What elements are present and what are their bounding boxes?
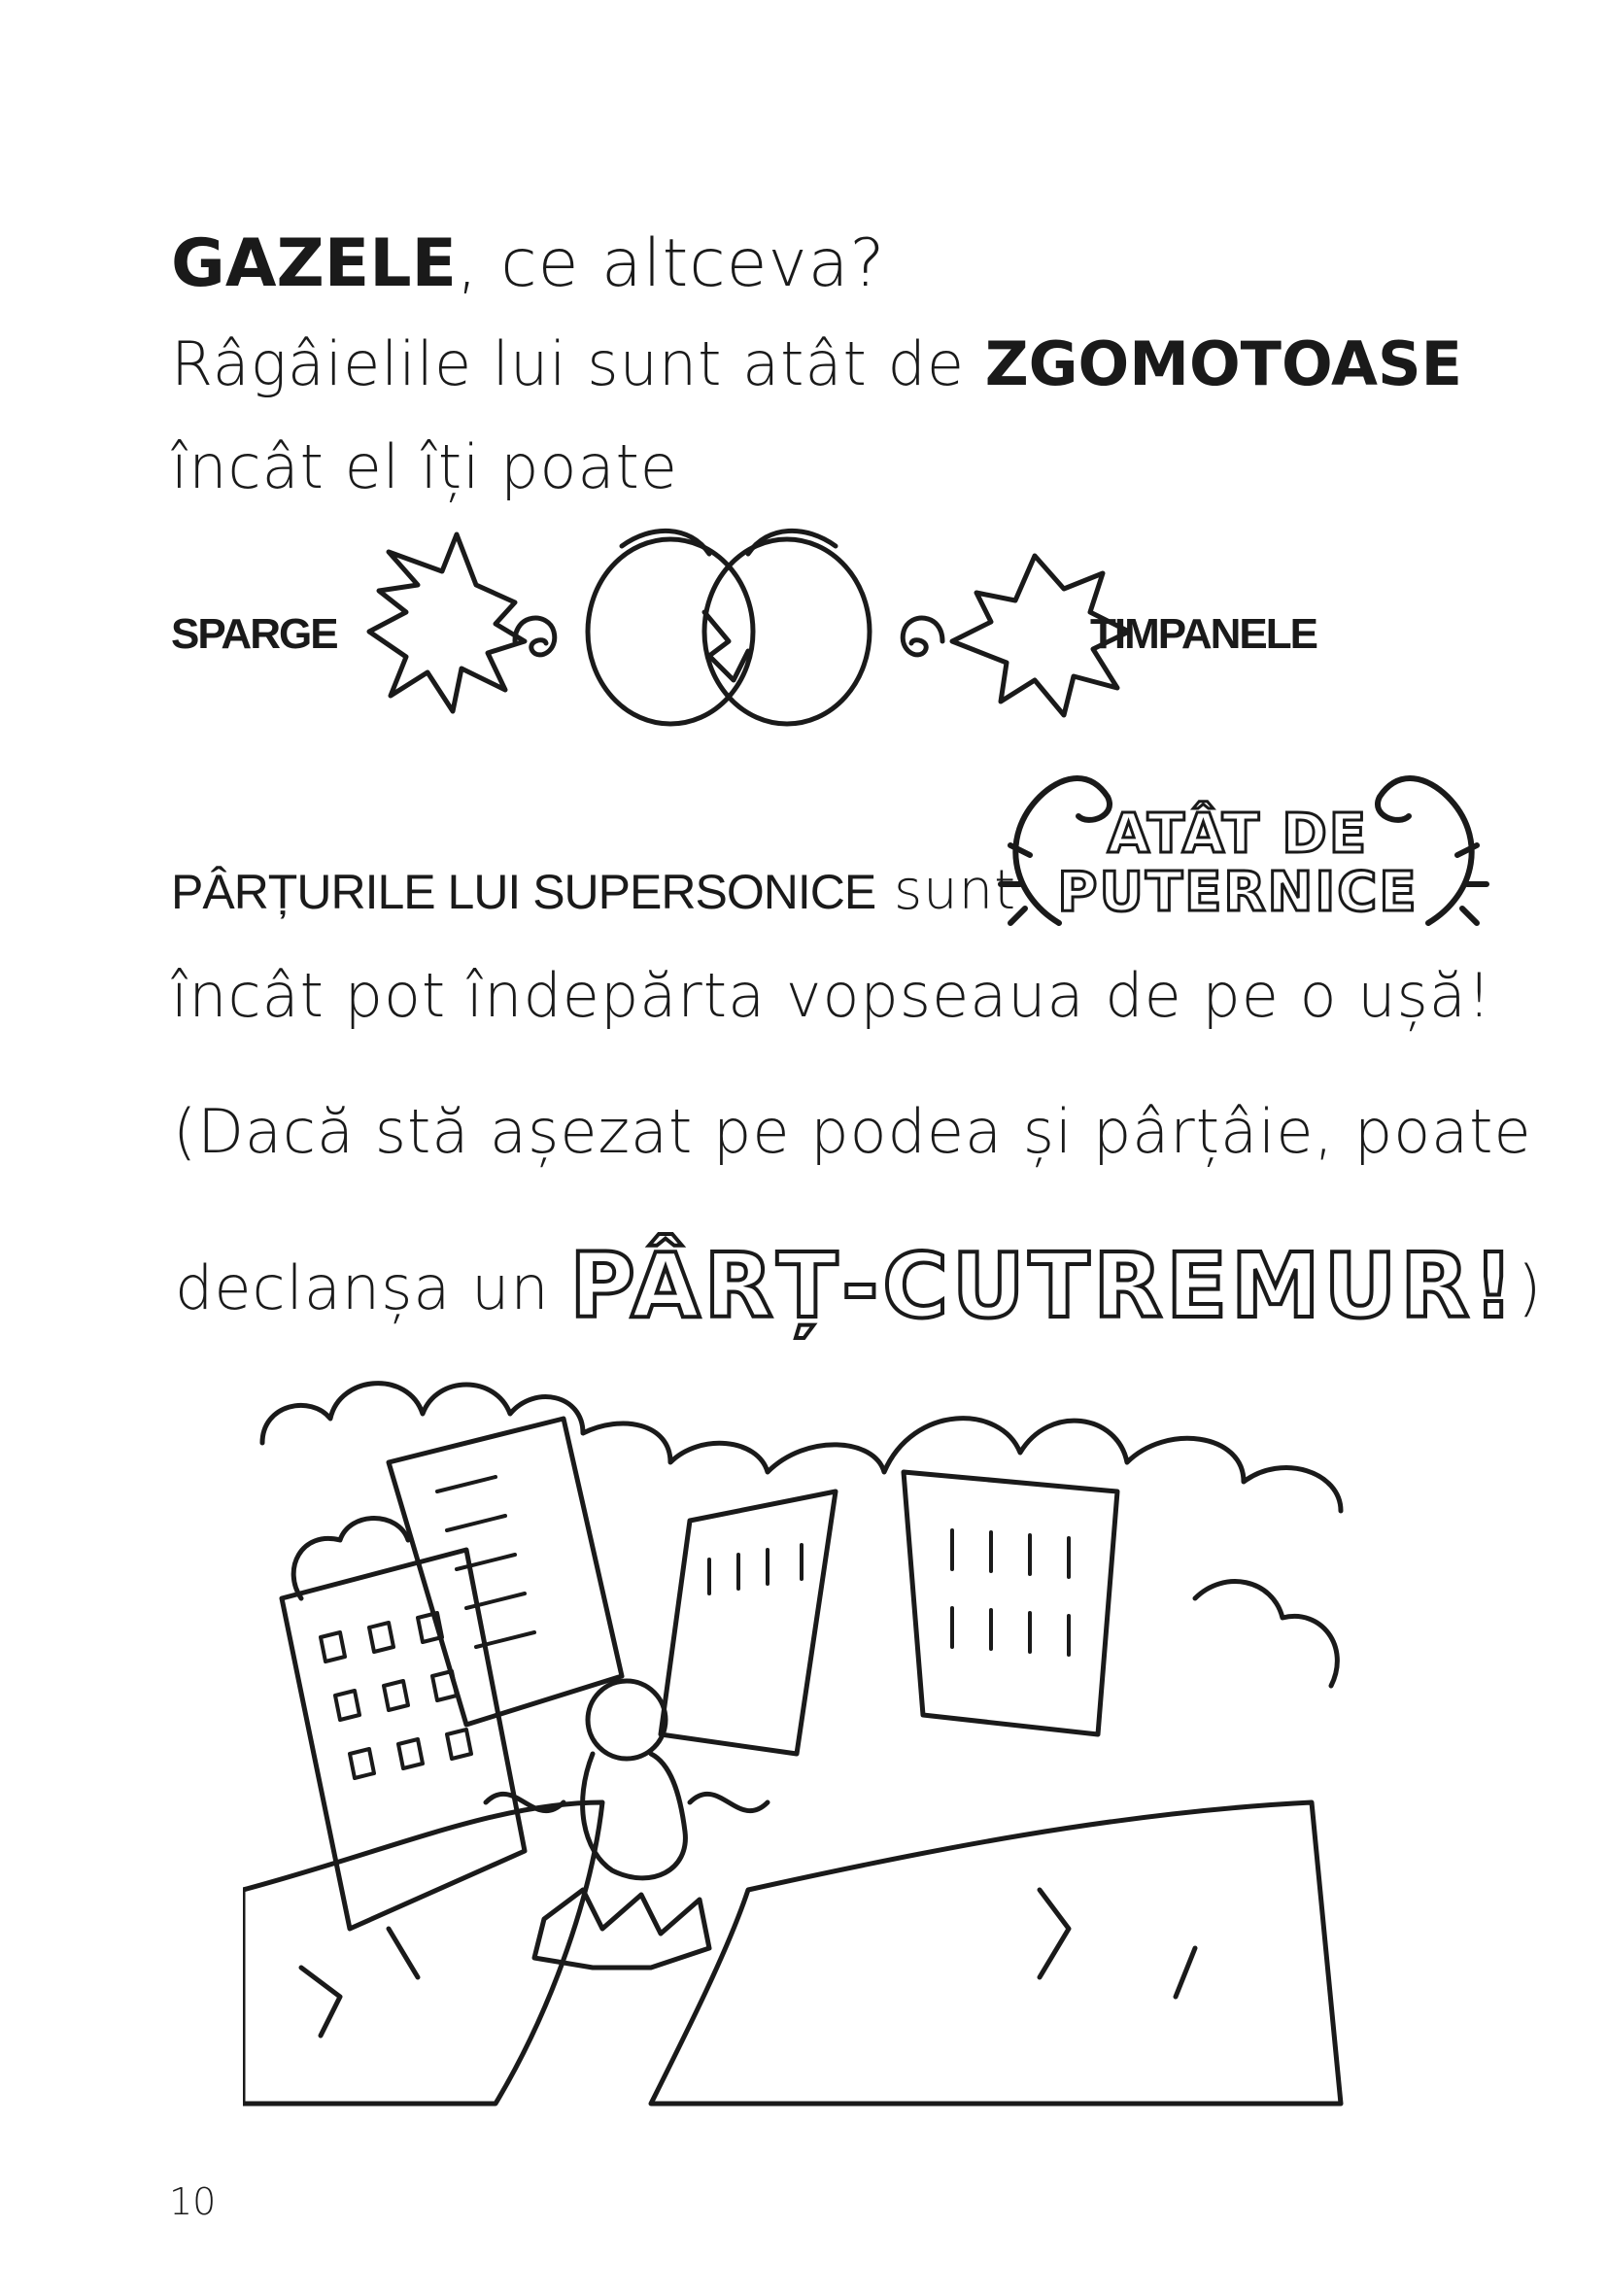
word-gazele: GAZELE [171,225,457,302]
ground-right-icon [651,1802,1341,2104]
left-burst-icon [369,534,525,711]
city-scene-icon [243,1346,1370,2133]
atat-de-puternice-badge [972,738,1516,942]
building-left-icon [282,1550,525,1929]
word-sparge: SPARGE [171,610,337,658]
line7-text: declanșa un [175,1252,570,1323]
line-incat [171,431,678,502]
head-right-cheek-icon [704,539,870,724]
parturile-text: PÂRȚURILE LUI SUPERSONICE [171,865,876,919]
building-far-right-icon [904,1472,1117,1734]
badge-line-1: ATÂT DE [1107,803,1369,866]
line6-text: (Dacă stă așezat pe podea și pârțâie, poate [173,1096,1532,1167]
line-daca [173,1096,1532,1167]
ground-left-icon [243,1802,602,2104]
line2-text: Râgâielile lui sunt atât de [171,328,985,399]
line-gazele [171,225,886,302]
page-number: 10 [169,2180,217,2223]
blast-icon [534,1890,709,1968]
line7-end: ) [1518,1252,1543,1323]
line-ragaielile [171,328,1462,399]
word-timpanele: TIMPANELE [1090,610,1316,658]
line3-text: încât el îți poate [171,431,678,502]
building-center-icon [389,1419,622,1725]
sparge-timpanele-row [165,496,1360,748]
line1-rest: , ce altceva? [456,225,886,302]
line5-text: încât pot îndepărta vopseaua de pe o ușă! [171,960,1492,1031]
character-body-icon [583,1754,686,1878]
line-declansa [175,1234,1542,1338]
right-ear-icon [903,618,942,655]
word-part-cutremur: PÂRȚ-CUTREMUR! [569,1234,1519,1338]
line-parturile [171,859,1016,922]
building-right-icon [661,1491,836,1754]
word-zgomotoase: ZGOMOTOASE [984,328,1462,399]
badge-line-2: PUTERNICE [1057,861,1419,924]
fart-earthquake-illustration [243,1346,1370,2133]
line-vopseaua [171,960,1492,1031]
word-sunt: sunt [875,859,1017,922]
character-head-icon [588,1681,666,1759]
